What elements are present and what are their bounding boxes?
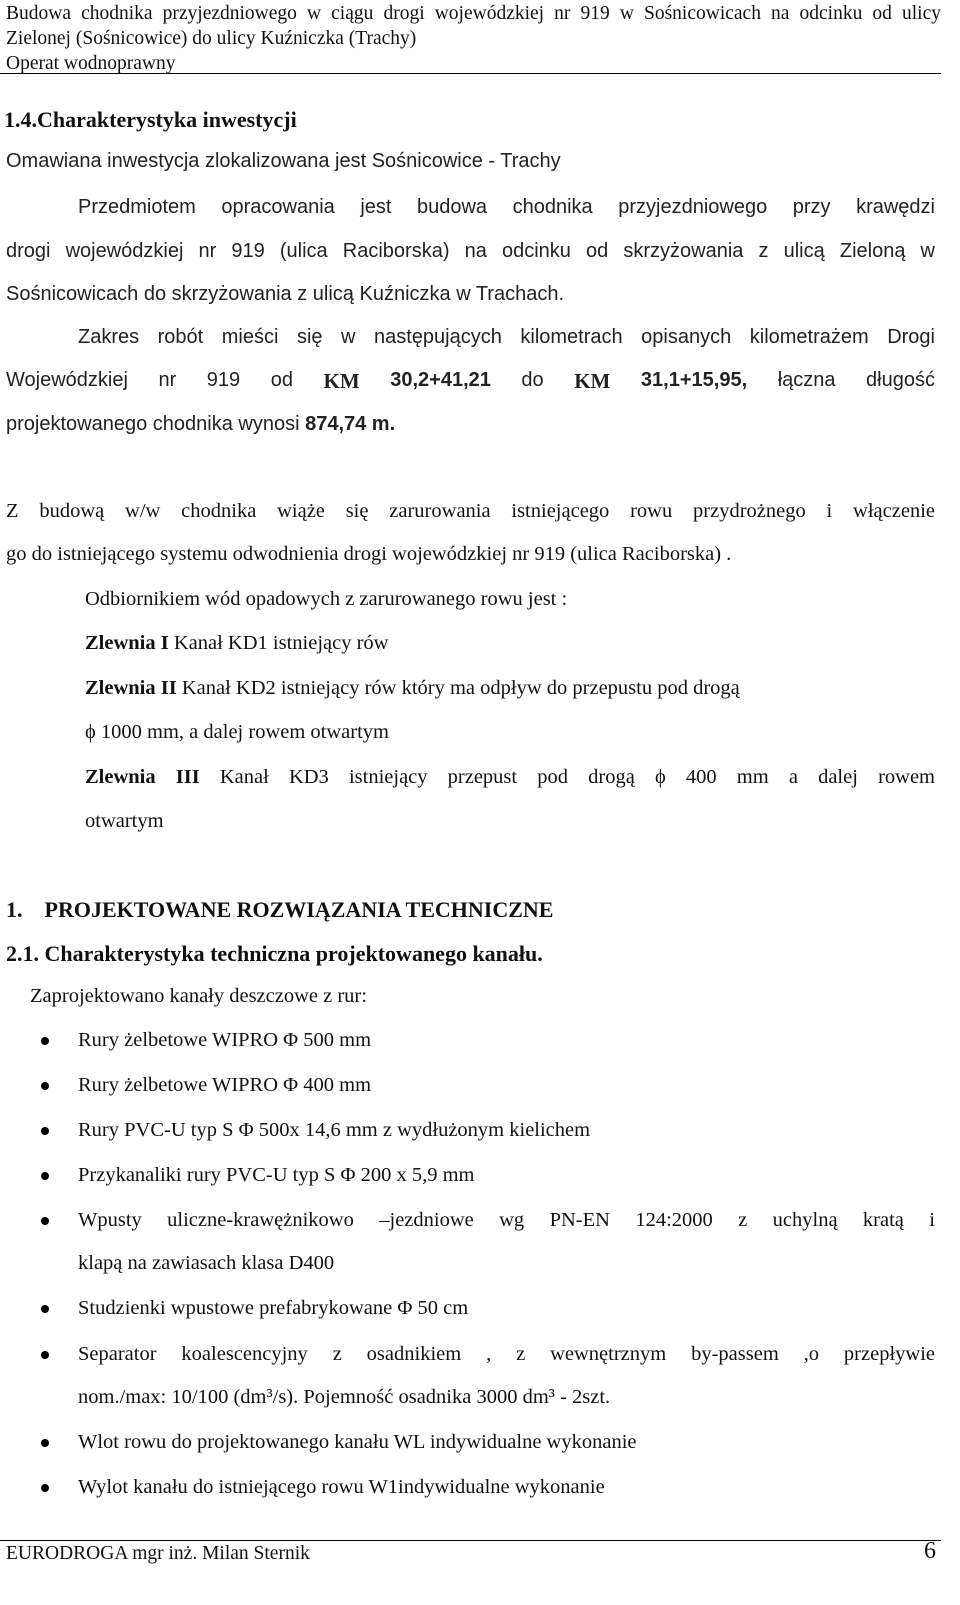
footer-company: EURODROGA mgr inż. Milan Sternik xyxy=(6,1543,310,1564)
footer-divider xyxy=(0,1540,941,1541)
header-divider xyxy=(0,73,941,74)
bullet-icon xyxy=(41,1217,49,1225)
drainage-line-2: go do istniejącego systemu odwodnienia drogi wojewódzkiej nr 919 (ulica Raciborska) . xyxy=(6,543,732,565)
list-item-continued: nom./max: 10/100 (dm³/s). Pojemność osadnika 3000 dm³ - 2szt. xyxy=(78,1386,611,1408)
bullet-icon xyxy=(41,1305,49,1313)
bullet-icon xyxy=(41,1351,49,1359)
total-length: 874,74 m. xyxy=(305,413,396,435)
subject-line-2: drogi wojewódzkiej nr 919 (ulica Raciborska) na odcinku od skrzyżowania z ulicą Zieloną w xyxy=(6,240,935,262)
list-item-continued: klapą na zawiasach klasa D400 xyxy=(78,1252,335,1274)
list-item: Rury PVC-U typ S Φ 500x 14,6 mm z wydłużonym kielichem xyxy=(78,1119,591,1141)
scope-line-3: projektowanego chodnika wynosi 874,74 m. xyxy=(6,413,396,435)
header-line-1: Budowa chodnika przyjezdniowego w ciągu drogi wojewódzkiej nr 919 w Sośnicowicach na odcinku od ulicy xyxy=(6,3,941,24)
header-line-2: Zielonej (Sośnicowice) do ulicy Kuźniczka (Trachy) xyxy=(6,28,417,50)
list-item: Przykanaliki rury PVC-U typ S Φ 200 x 5,9 mm xyxy=(78,1164,475,1186)
bullet-icon xyxy=(41,1082,49,1090)
catchment-3: Zlewnia III Kanał KD3 istniejący przepust pod drogą ϕ 400 mm a dalej rowem xyxy=(85,766,935,788)
section-heading-2-1: 2.1. Charakterystyka techniczna projektowanego kanału. xyxy=(6,941,543,966)
catchment-1: Zlewnia I Kanał KD1 istniejący rów xyxy=(85,632,389,654)
pipes-intro: Zaprojektowano kanały deszczowe z rur: xyxy=(30,985,367,1007)
list-item: Wylot kanału do istniejącego rowu W1indywidualne wykonanie xyxy=(78,1476,605,1498)
list-item: Studzienki wpustowe prefabrykowane Φ 50 cm xyxy=(78,1297,469,1319)
location-paragraph: Omawiana inwestycja zlokalizowana jest Sośnicowice - Trachy xyxy=(6,150,561,172)
list-item: Separator koalescencyjny z osadnikiem , z wewnętrznym by-passem ,o przepływie xyxy=(78,1343,935,1365)
bullet-icon xyxy=(41,1037,49,1045)
km-end-label: KM xyxy=(574,369,611,393)
header-line-3: Operat wodnoprawny xyxy=(6,52,176,74)
bullet-icon xyxy=(41,1439,49,1447)
section-heading-1-4: 1.4.Charakterystyka inwestycji xyxy=(4,107,297,132)
list-item: Wpusty uliczne-krawężnikowo –jezdniowe wg PN-EN 124:2000 z uchylną kratą i xyxy=(78,1209,935,1231)
catchment-2: Zlewnia II Kanał KD2 istniejący rów który ma odpływ do przepustu pod drogą xyxy=(85,677,740,699)
catchment-3-continued: otwartym xyxy=(85,810,164,832)
list-item: Wlot rowu do projektowanego kanału WL indywidualne wykonanie xyxy=(78,1431,637,1453)
bullet-icon xyxy=(41,1484,49,1492)
bullet-icon xyxy=(41,1127,49,1135)
list-item: Rury żelbetowe WIPRO Φ 500 mm xyxy=(78,1029,372,1051)
list-item: Rury żelbetowe WIPRO Φ 400 mm xyxy=(78,1074,372,1096)
bullet-icon xyxy=(41,1172,49,1180)
km-start-label: KM xyxy=(323,369,360,393)
subject-line-1: Przedmiotem opracowania jest budowa chodnika przyjezdniowego przy krawędzi xyxy=(78,196,935,218)
drainage-line-1: Z budową w/w chodnika wiąże się zarurowania istniejącego rowu przydrożnego i włączenie xyxy=(6,500,935,522)
scope-line-2: Wojewódzkiej nr 919 od KM 30,2+41,21 do KM 31,1+15,95, łączna długość xyxy=(6,369,935,393)
running-header xyxy=(6,2,941,76)
page-number: 6 xyxy=(924,1538,936,1564)
km-end-value: 31,1+15,95, xyxy=(640,369,748,391)
receiver-intro: Odbiornikiem wód opadowych z zarurowanego rowu jest : xyxy=(85,588,568,610)
scope-line-1: Zakres robót mieści się w następujących kilometrach opisanych kilometrażem Drogi xyxy=(78,326,935,348)
subject-line-3: Sośnicowicach do skrzyżowania z ulicą Kuźniczka w Trachach. xyxy=(6,283,565,305)
km-start-value: 30,2+41,21 xyxy=(390,369,491,391)
section-heading-1: 1. PROJEKTOWANE ROZWIĄZANIA TECHNICZNE xyxy=(6,897,554,922)
catchment-2-continued: ϕ 1000 mm, a dalej rowem otwartym xyxy=(85,721,389,743)
